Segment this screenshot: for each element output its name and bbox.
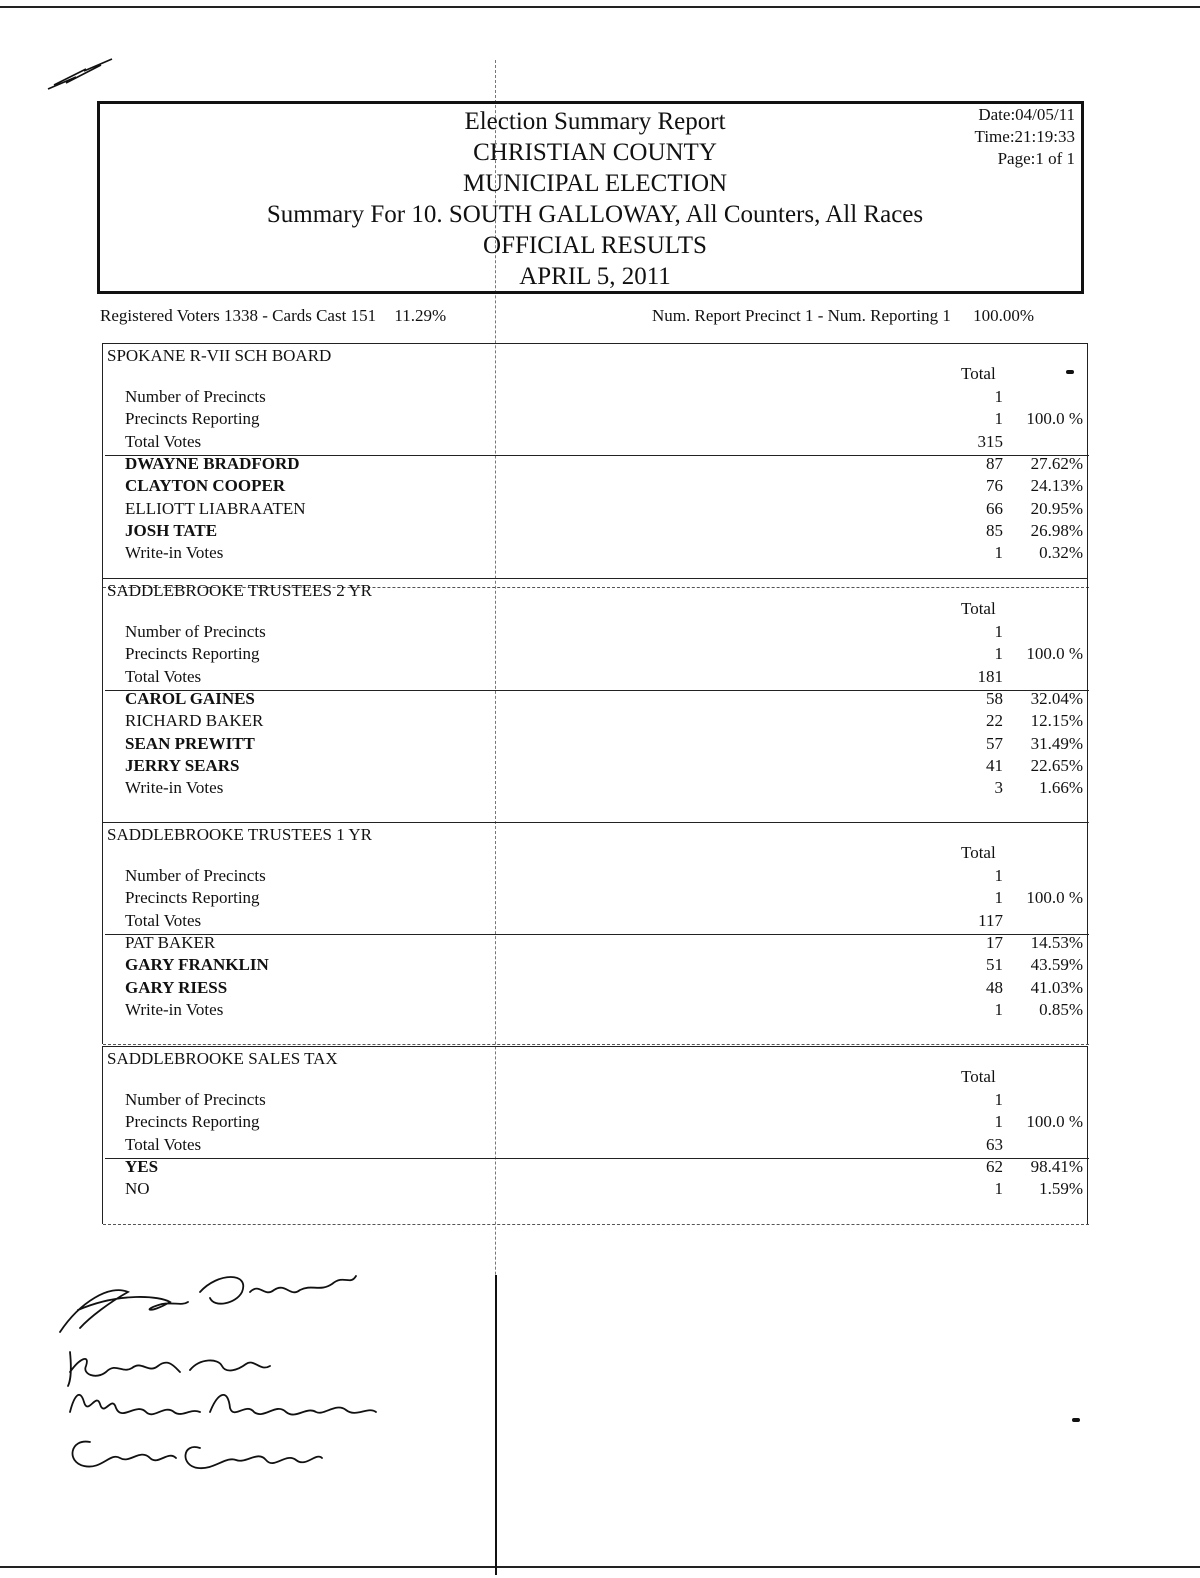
- candidate-row: [103, 734, 1089, 756]
- county-name: CHRISTIAN COUNTY: [473, 139, 717, 166]
- speck-mark: [1072, 1418, 1080, 1422]
- stat-row-percent: 100.0 %: [1026, 1112, 1083, 1132]
- candidate-row-label: DWAYNE BRADFORD: [125, 453, 300, 473]
- stat-row-label: Precincts Reporting: [125, 644, 260, 664]
- candidate-row: [103, 543, 1089, 565]
- stat-row: [103, 622, 1089, 644]
- race-bottom-rule: [103, 1044, 1089, 1045]
- race-section: [102, 1046, 1088, 1224]
- election-name: MUNICIPAL ELECTION: [462, 170, 728, 197]
- candidate-row-value: 22: [986, 711, 1003, 731]
- candidate-row-label: CAROL GAINES: [125, 688, 255, 708]
- precinct-report-text: Num. Report Precinct 1 - Num. Reporting 1: [652, 306, 951, 325]
- report-meta: [975, 104, 1075, 170]
- stat-row-percent: 100.0 %: [1026, 409, 1083, 429]
- stat-row: [103, 866, 1089, 888]
- candidate-row-percent: 12.15%: [1030, 711, 1083, 731]
- candidate-row-percent: 98.41%: [1030, 1156, 1083, 1176]
- stat-row-value: 181: [977, 666, 1003, 686]
- page-number: Page:1 of 1: [997, 149, 1075, 168]
- precincts-reporting-summary: [652, 306, 1034, 326]
- candidate-row: [103, 689, 1089, 711]
- report-title: Election Summary Report: [464, 108, 726, 135]
- candidate-row-value: 58: [986, 688, 1003, 708]
- stat-row-label: Total Votes: [125, 431, 202, 451]
- candidate-row-value: 51: [986, 955, 1003, 975]
- candidate-row-value: 87: [986, 453, 1003, 473]
- stat-row: [103, 387, 1089, 409]
- candidate-row-label: RICHARD BAKER: [125, 711, 264, 731]
- stat-row-label: Total Votes: [125, 666, 202, 686]
- race-section: [102, 343, 1088, 587]
- candidate-row-percent: 0.32%: [1039, 543, 1083, 563]
- stat-row-label: Total Votes: [125, 1134, 202, 1154]
- stat-row-label: Precincts Reporting: [125, 409, 260, 429]
- candidate-row-value: 57: [986, 733, 1003, 753]
- candidate-row-percent: 43.59%: [1030, 955, 1083, 975]
- race-bottom-rule: [103, 1224, 1089, 1225]
- report-title-block: [100, 106, 1090, 292]
- candidate-row-value: 48: [986, 977, 1003, 997]
- turnout-percent: 11.29%: [394, 306, 447, 325]
- candidate-row-value: 66: [986, 498, 1003, 518]
- candidate-row-label: SEAN PREWITT: [125, 733, 255, 753]
- speck-mark: [1066, 370, 1074, 374]
- stat-row-label: Number of Precincts: [125, 1090, 266, 1109]
- candidate-row-percent: 26.98%: [1030, 520, 1083, 540]
- signature-block: [50, 1262, 410, 1482]
- report-date: Date:04/05/11: [978, 105, 1075, 124]
- candidate-row-percent: 41.03%: [1030, 977, 1083, 997]
- total-column-header: Total: [961, 843, 996, 862]
- total-column-header: Total: [961, 599, 996, 618]
- stat-row: [103, 1135, 1089, 1157]
- candidate-row: [103, 499, 1089, 521]
- candidate-row-percent: 27.62%: [1030, 453, 1083, 473]
- report-header: [97, 101, 1084, 294]
- stat-row: [103, 888, 1089, 910]
- candidate-row: [103, 454, 1089, 476]
- stat-row-value: 1: [994, 409, 1003, 429]
- candidate-row-value: 3: [994, 778, 1003, 798]
- stat-row-label: Total Votes: [125, 910, 202, 930]
- candidate-row: [103, 1157, 1089, 1179]
- candidate-row-percent: 20.95%: [1030, 498, 1083, 518]
- stat-row-value: 63: [986, 1134, 1003, 1154]
- candidate-row: [103, 1179, 1089, 1201]
- candidate-row-label: PAT BAKER: [125, 932, 216, 952]
- candidate-row-value: 41: [986, 755, 1003, 775]
- candidate-row-label: NO: [125, 1179, 150, 1199]
- pen-scribble: [46, 55, 116, 95]
- summary-scope: Summary For 10. SOUTH GALLOWAY, All Counters, All Races: [266, 201, 924, 228]
- reporting-percent: 100.00%: [973, 306, 1035, 325]
- stat-row-value: 1: [994, 1112, 1003, 1132]
- candidate-row-label: JOSH TATE: [125, 520, 218, 540]
- candidate-row-percent: 32.04%: [1030, 688, 1083, 708]
- stat-row-label: Number of Precincts: [125, 866, 266, 885]
- handwritten-signatures: [50, 1262, 410, 1482]
- fold-line-solid: [495, 1275, 497, 1575]
- scan-edge-top: [0, 6, 1200, 8]
- stat-row-label: Number of Precincts: [125, 387, 266, 406]
- candidate-row-percent: 31.49%: [1030, 733, 1083, 753]
- candidate-row-percent: 24.13%: [1030, 476, 1083, 496]
- race-section: [102, 578, 1088, 822]
- candidate-row-label: CLAYTON COOPER: [125, 476, 286, 496]
- scan-edge-bottom: [0, 1566, 1200, 1568]
- candidate-row-percent: 0.85%: [1039, 999, 1083, 1019]
- stat-row-value: 315: [977, 431, 1003, 451]
- candidate-row-label: YES: [125, 1156, 159, 1176]
- candidate-row: [103, 711, 1089, 733]
- candidate-row-label: ELLIOTT LIABRAATEN: [125, 498, 306, 518]
- stat-row-percent: 100.0 %: [1026, 644, 1083, 664]
- candidate-row: [103, 778, 1089, 800]
- candidate-row-percent: 1.59%: [1039, 1179, 1083, 1199]
- race-title: SADDLEBROOKE TRUSTEES 2 YR: [107, 581, 372, 600]
- stat-row-label: Number of Precincts: [125, 622, 266, 641]
- candidate-row: [103, 521, 1089, 543]
- candidate-row-label: Write-in Votes: [125, 778, 224, 798]
- stat-row-value: 1: [994, 866, 1003, 885]
- election-date: APRIL 5, 2011: [519, 263, 671, 290]
- report-time: Time:21:19:33: [974, 127, 1075, 146]
- candidate-row-value: 85: [986, 520, 1003, 540]
- candidate-row-percent: 22.65%: [1030, 755, 1083, 775]
- candidate-row-label: Write-in Votes: [125, 999, 224, 1019]
- candidate-row-percent: 14.53%: [1030, 932, 1083, 952]
- candidate-row-label: GARY RIESS: [125, 977, 228, 997]
- race-title: SPOKANE R-VII SCH BOARD: [107, 346, 332, 365]
- stat-row-value: 1: [994, 888, 1003, 908]
- stat-row-value: 1: [994, 622, 1003, 641]
- stat-row-label: Precincts Reporting: [125, 888, 260, 908]
- registered-voters-text: Registered Voters 1338 - Cards Cast 151: [100, 306, 377, 325]
- candidate-row: [103, 476, 1089, 498]
- race-title: SADDLEBROOKE TRUSTEES 1 YR: [107, 825, 372, 844]
- stat-row-value: 1: [994, 387, 1003, 406]
- race-section: [102, 822, 1088, 1044]
- stat-row: [103, 667, 1089, 689]
- total-column-header: Total: [961, 364, 996, 383]
- candidate-row-value: 17: [986, 932, 1003, 952]
- candidate-row-label: GARY FRANKLIN: [125, 955, 269, 975]
- candidate-row-value: 1: [994, 543, 1003, 563]
- stat-row: [103, 432, 1089, 454]
- stat-row-value: 1: [994, 644, 1003, 664]
- candidate-row-value: 62: [986, 1156, 1003, 1176]
- stat-row: [103, 409, 1089, 431]
- stat-row: [103, 1090, 1089, 1112]
- stat-row: [103, 911, 1089, 933]
- stat-row-label: Precincts Reporting: [125, 1112, 260, 1132]
- candidate-row-label: JERRY SEARS: [125, 755, 240, 775]
- stat-row: [103, 1112, 1089, 1134]
- candidate-row: [103, 978, 1089, 1000]
- candidate-row-value: 1: [994, 999, 1003, 1019]
- stat-row-value: 1: [994, 1090, 1003, 1109]
- candidate-row: [103, 933, 1089, 955]
- stat-row-value: 117: [978, 910, 1003, 930]
- candidate-row: [103, 955, 1089, 977]
- stat-row: [103, 644, 1089, 666]
- candidate-row-value: 1: [994, 1179, 1003, 1199]
- registered-voters: [100, 306, 446, 326]
- candidate-row-percent: 1.66%: [1039, 778, 1083, 798]
- candidate-row: [103, 1000, 1089, 1022]
- candidate-row-value: 76: [986, 476, 1003, 496]
- candidate-row-label: Write-in Votes: [125, 543, 224, 563]
- stat-row-percent: 100.0 %: [1026, 888, 1083, 908]
- results-status: OFFICIAL RESULTS: [483, 232, 707, 259]
- race-title: SADDLEBROOKE SALES TAX: [107, 1049, 338, 1068]
- total-column-header: Total: [961, 1067, 996, 1086]
- candidate-row: [103, 756, 1089, 778]
